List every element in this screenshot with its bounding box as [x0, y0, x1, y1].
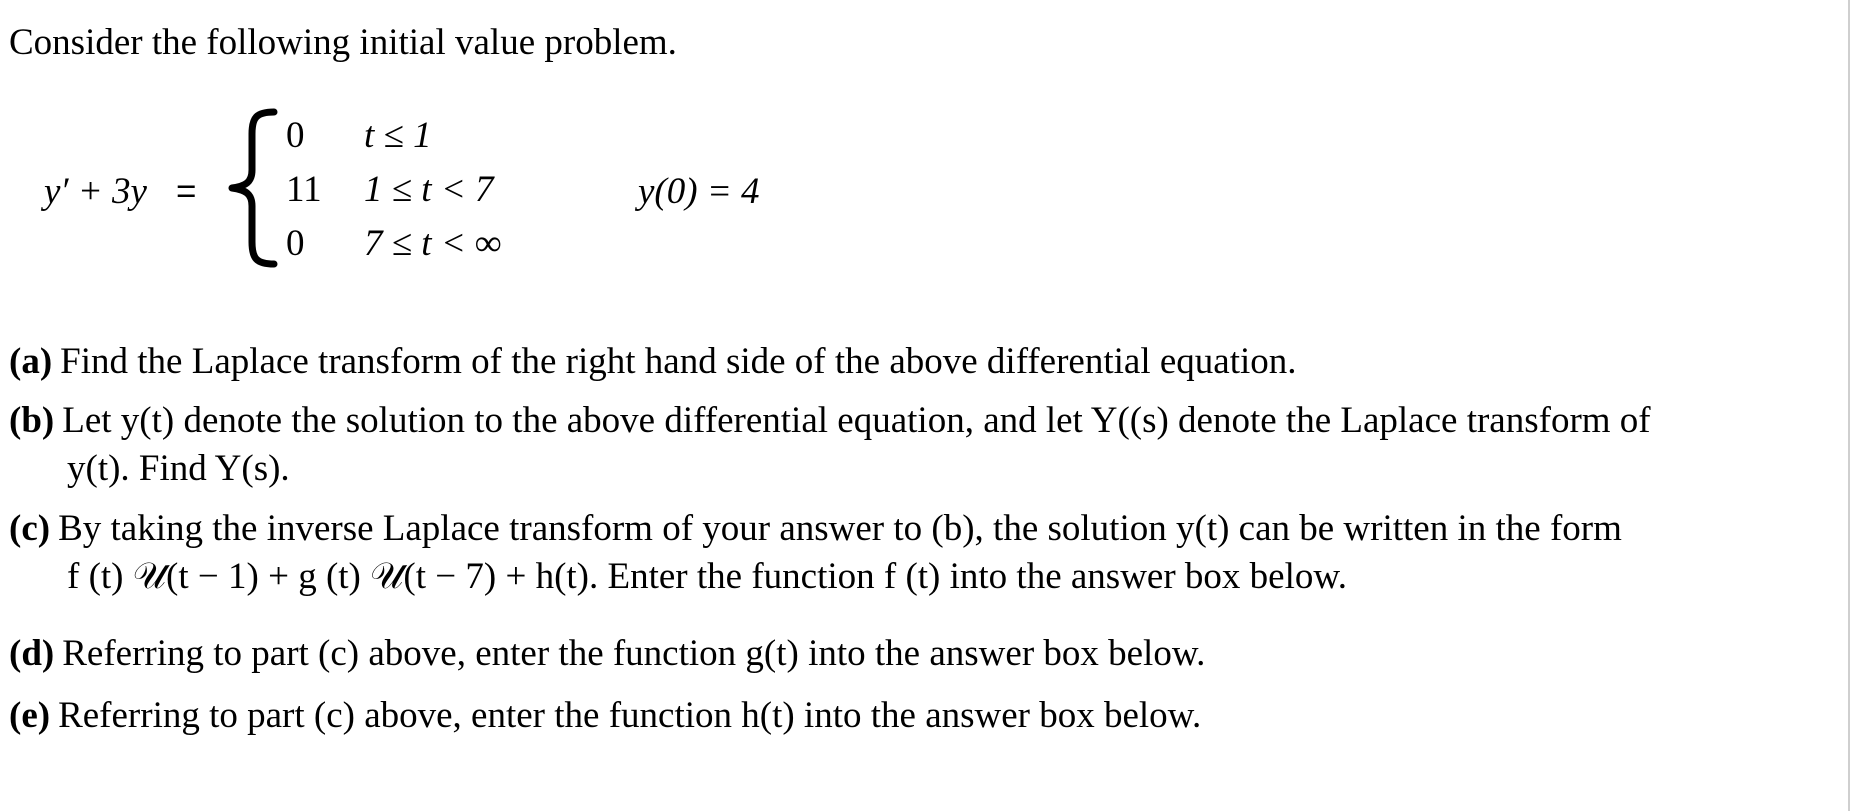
part-c-label: (c) [9, 508, 51, 549]
part-d-label: (d) [9, 633, 55, 674]
case-value-2: 11 [286, 169, 322, 210]
part-b [9, 397, 1809, 493]
right-border [1848, 0, 1850, 811]
intro-text: Consider the following initial value problem. [9, 22, 677, 63]
part-b-line1: Let y(t) denote the solution to the above differential equation, and let Y((s) denote the Laplace transform of [62, 400, 1651, 441]
part-c [9, 505, 1809, 601]
piecewise-brace [222, 108, 282, 268]
part-a-label: (a) [9, 341, 53, 382]
case-value-3: 0 [286, 223, 305, 264]
case-condition-1: t ≤ 1 [364, 115, 432, 156]
part-e-label: (e) [9, 695, 51, 736]
case-condition-2: 1 ≤ t < 7 [364, 169, 494, 210]
part-e [9, 692, 1809, 740]
part-b-line2: y(t). Find Y(s). [67, 448, 290, 489]
part-d [9, 630, 1809, 678]
equation-lhs: y′ + 3y [44, 171, 147, 212]
initial-condition: y(0) = 4 [638, 171, 760, 212]
case-condition-3: 7 ≤ t < ∞ [364, 223, 502, 264]
part-b-label: (b) [9, 400, 55, 441]
equation-equals: = [176, 172, 197, 211]
part-c-line2: f (t) 𝒰(t − 1) + g (t) 𝒰(t − 7) + h(t). Enter the function f (t) into the answer box below. [67, 556, 1347, 597]
case-value-1: 0 [286, 115, 305, 156]
part-e-text: Referring to part (c) above, enter the function h(t) into the answer box below. [58, 695, 1202, 736]
part-a-text: Find the Laplace transform of the right hand side of the above differential equation. [60, 341, 1297, 382]
part-a [9, 338, 1809, 386]
part-d-text: Referring to part (c) above, enter the function g(t) into the answer box below. [62, 633, 1206, 674]
part-c-line1: By taking the inverse Laplace transform of your answer to (b), the solution y(t) can be written in the form [58, 508, 1622, 549]
